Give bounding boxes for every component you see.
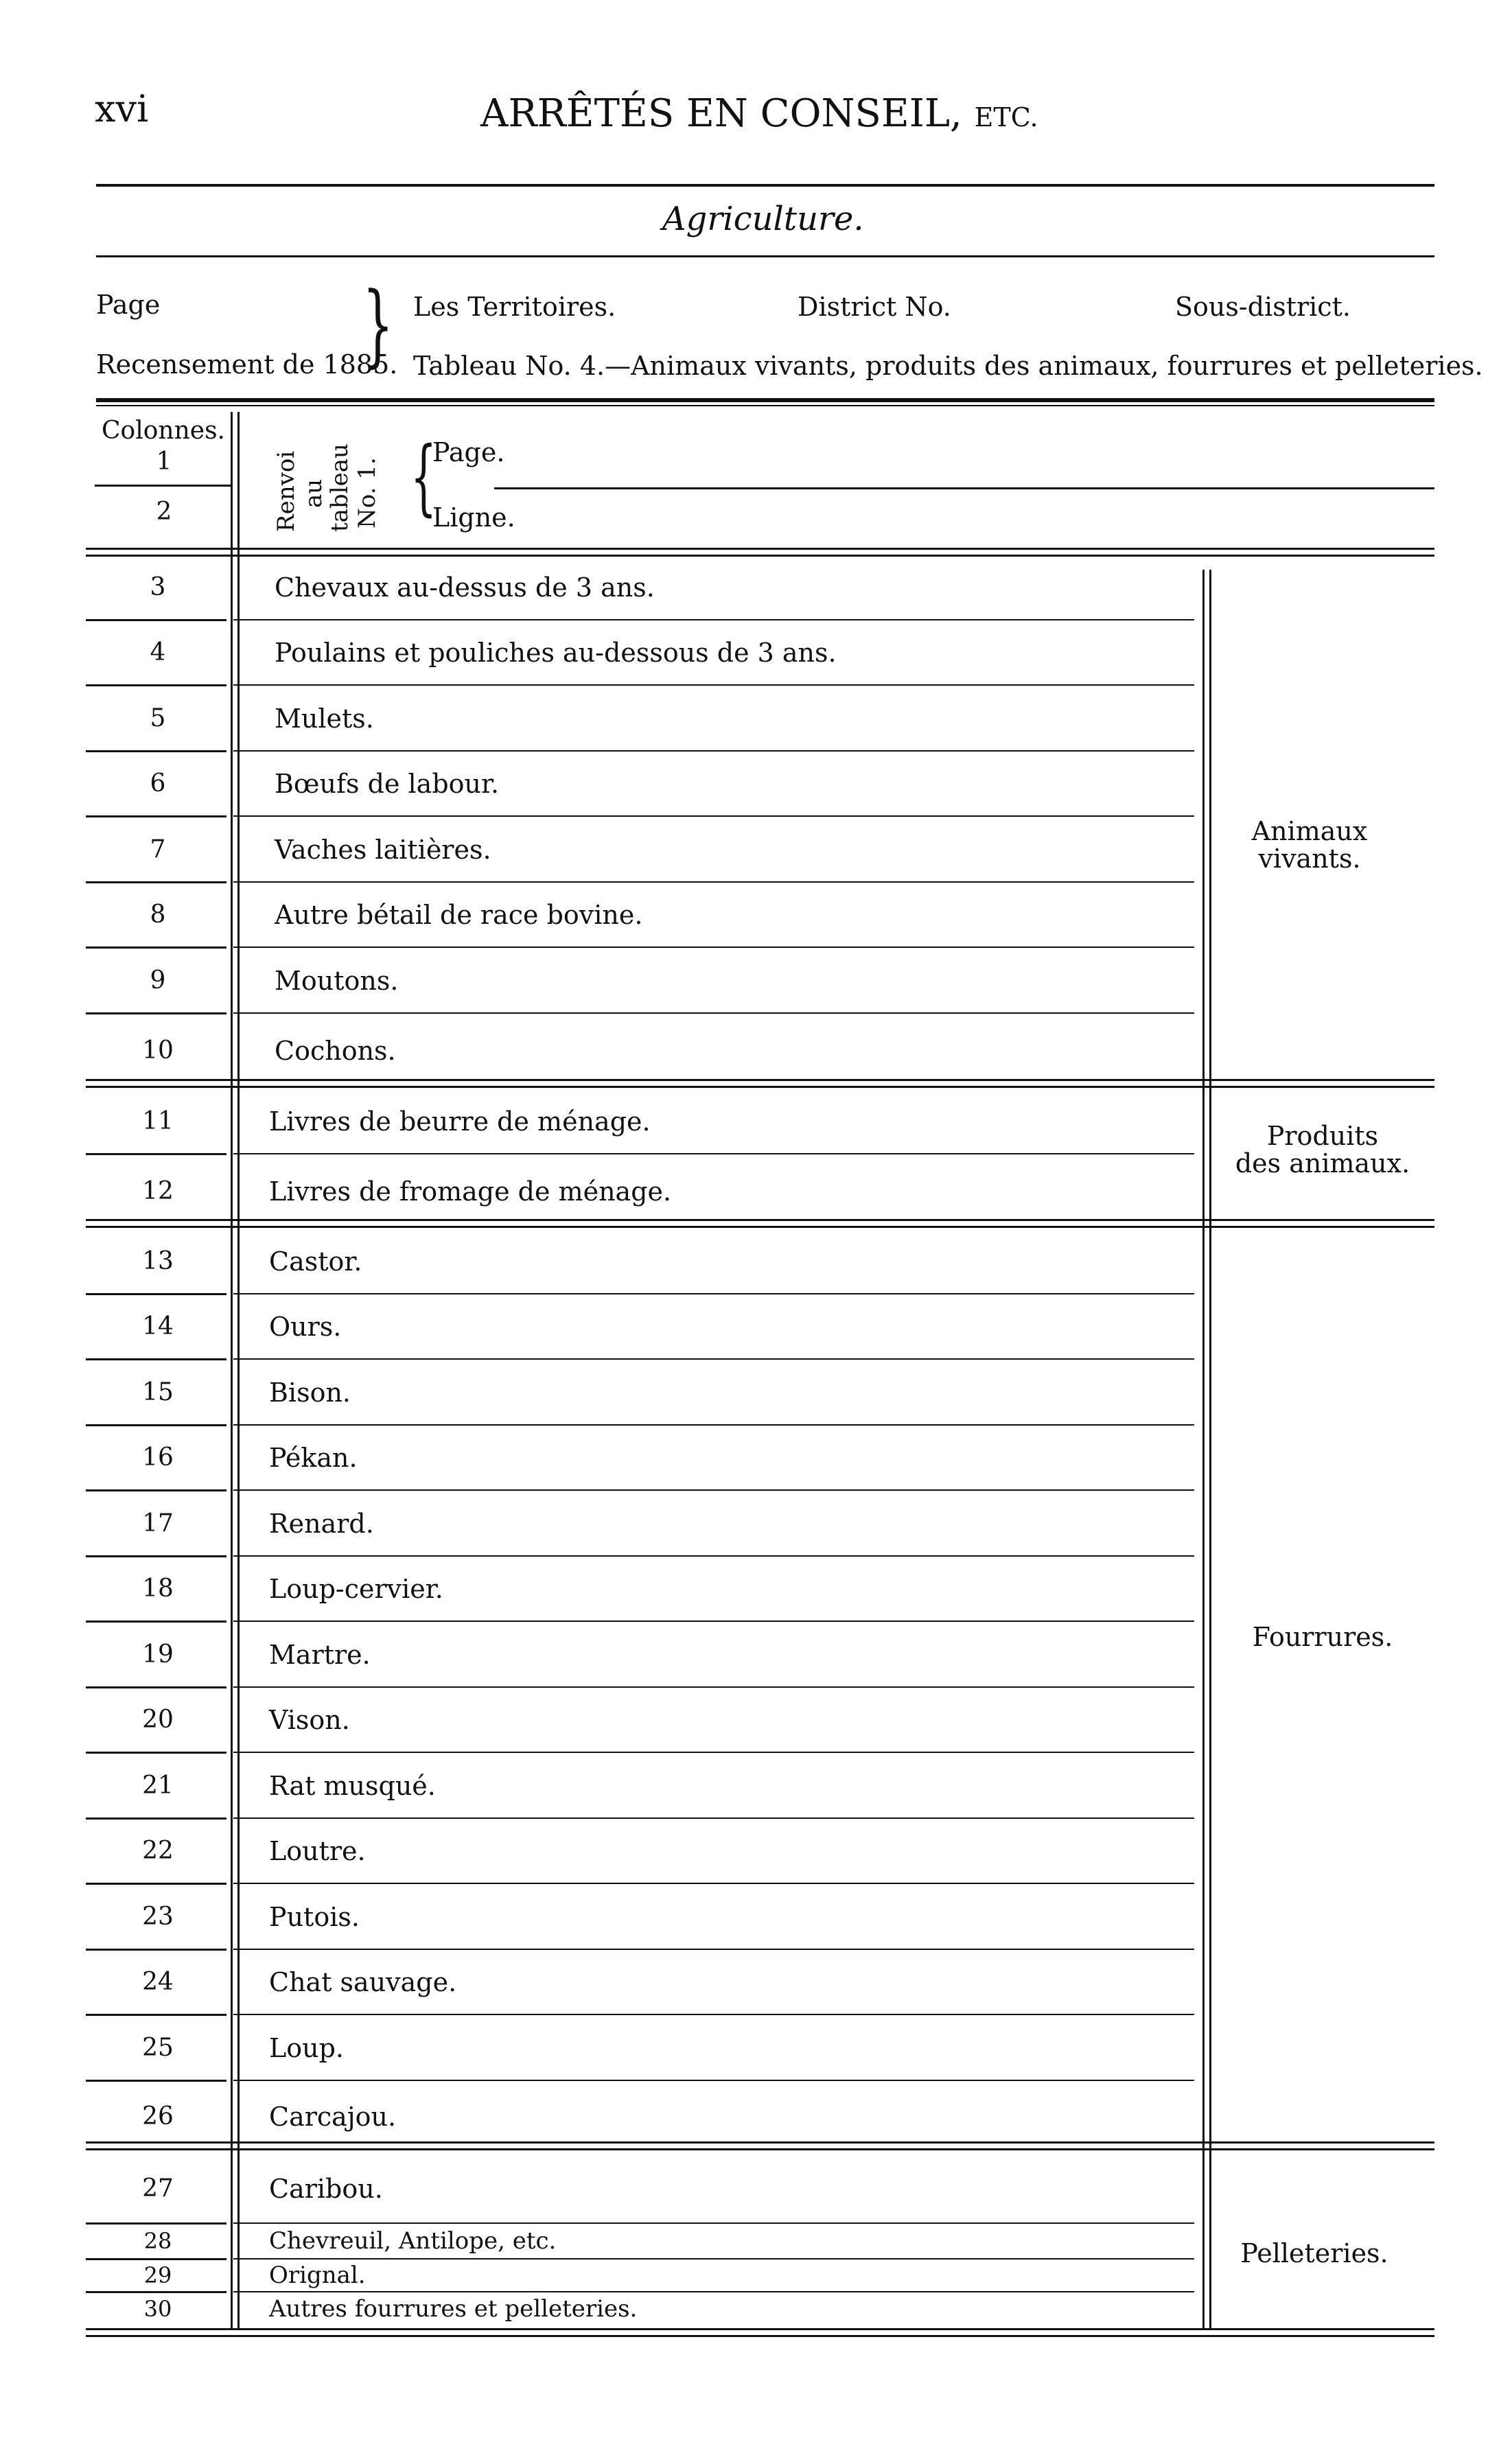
renvoi-line-2: au	[300, 478, 327, 508]
row-number: 22	[142, 1837, 174, 1866]
group-double-rule-left	[1202, 570, 1205, 2330]
group-pelleteries: Pelleteries.	[1240, 2238, 1388, 2268]
row-separator	[233, 684, 1194, 686]
row-number: 4	[150, 638, 166, 667]
row-number: 19	[142, 1640, 174, 1669]
row-number: 30	[143, 2296, 172, 2322]
final-double-rule-bottom	[86, 2335, 1434, 2337]
row-label: Putois.	[269, 1901, 360, 1932]
page-label: Page	[96, 290, 161, 320]
row-number-separator	[86, 2014, 226, 2016]
row-number: 9	[150, 966, 166, 995]
group-double-rule-top	[86, 1219, 1434, 1221]
renvoi-line-1: Renvoi	[272, 450, 300, 532]
running-title-main: ARRÊTÉS EN CONSEIL,	[480, 91, 962, 136]
header-brace-icon: {	[410, 430, 437, 525]
row-number-separator	[86, 2258, 226, 2260]
row-separator	[233, 2222, 1194, 2224]
renvoi-line-4: No. 1.	[353, 457, 381, 528]
col-rule-1-2	[95, 485, 232, 487]
rule-top	[96, 184, 1434, 187]
row-number-separator	[86, 946, 226, 949]
row-label: Mulets.	[275, 703, 374, 734]
col-double-rule-right	[237, 412, 240, 2330]
row-label: Loup.	[269, 2032, 344, 2063]
row-separator	[233, 946, 1194, 948]
row-number: 21	[142, 1771, 174, 1800]
row-label: Chevaux au-dessus de 3 ans.	[275, 572, 655, 603]
row-label: Martre.	[269, 1639, 371, 1670]
renvoi-no	[353, 457, 381, 528]
running-title	[480, 91, 1038, 136]
row-label: Renard.	[269, 1508, 374, 1539]
group-animaux-vivants	[1227, 818, 1392, 873]
renvoi-tableau	[328, 443, 351, 532]
row-number: 27	[142, 2174, 174, 2203]
row-number: 15	[142, 1378, 174, 1406]
col2-number: 2	[156, 498, 172, 526]
col1-number: 1	[156, 448, 172, 476]
row-number-separator	[86, 1293, 226, 1295]
row-number: 26	[142, 2102, 174, 2131]
row-label: Carcajou.	[269, 2102, 397, 2133]
row-number-separator	[86, 881, 226, 883]
row-number: 25	[142, 2033, 174, 2062]
group-double-rule-bottom	[86, 1086, 1434, 1088]
row-label: Autre bétail de race bovine.	[275, 900, 643, 931]
tableau-title: Tableau No. 4.—Animaux vivants, produits des animaux, fourrures et pelleteries.	[413, 351, 1483, 381]
row-label: Pékan.	[269, 1443, 358, 1474]
row-number-separator	[86, 1621, 226, 1623]
row-separator	[233, 1293, 1194, 1294]
row-number: 13	[142, 1246, 174, 1275]
row-label: Chat sauvage.	[269, 1967, 457, 1998]
row-number-separator	[86, 750, 226, 752]
brace-icon: }	[362, 272, 394, 377]
renvoi-au	[302, 479, 325, 508]
row-label: Caribou.	[269, 2173, 383, 2204]
group-double-rule-bottom	[86, 2148, 1434, 2150]
row-label: Livres de fromage de ménage.	[269, 1176, 672, 1207]
row-number-separator	[86, 1424, 226, 1426]
row-number: 5	[150, 704, 166, 732]
row-number: 14	[142, 1312, 174, 1341]
row-number-separator	[86, 1752, 226, 1754]
row-number: 20	[142, 1706, 174, 1734]
header-double-rule-bottom	[86, 555, 1434, 557]
row-number-separator	[86, 1555, 226, 1557]
row-label: Livres de beurre de ménage.	[269, 1106, 651, 1137]
row-number-separator	[86, 1012, 226, 1014]
row-separator	[233, 1686, 1194, 1688]
row-number-separator	[86, 619, 226, 621]
renvoi-label	[272, 450, 300, 532]
page-ref: Page.	[432, 437, 505, 467]
row-label: Rat musqué.	[269, 1770, 436, 1801]
row-number: 3	[150, 572, 166, 601]
colonnes-label: Colonnes.	[102, 417, 225, 445]
row-number-separator	[86, 1153, 226, 1155]
group-animaux-line-1: Animaux	[1251, 816, 1368, 846]
row-label: Vison.	[269, 1705, 350, 1736]
row-separator	[233, 1424, 1194, 1426]
row-number-separator	[86, 1358, 226, 1360]
running-title-suffix: ETC.	[974, 102, 1038, 132]
row-number: 24	[142, 1968, 174, 1997]
row-label: Cochons.	[275, 1036, 396, 1067]
group-double-rule-right	[1209, 570, 1211, 2330]
row-number: 7	[150, 835, 166, 863]
row-number-separator	[86, 1817, 226, 1820]
row-label: Loutre.	[269, 1836, 366, 1867]
sous-district: Sous-district.	[1175, 292, 1351, 322]
ligne-ref: Ligne.	[432, 502, 515, 533]
row-separator	[233, 2080, 1194, 2081]
row-label: Castor.	[269, 1246, 362, 1277]
row-label: Bison.	[269, 1377, 351, 1408]
row-number-separator	[86, 1489, 226, 1491]
rule-heavy	[96, 398, 1434, 402]
row-label: Chevreuil, Antilope, etc.	[269, 2227, 557, 2255]
row-label: Poulains et pouliches au-dessous de 3 ans.	[275, 638, 837, 669]
row-number-separator	[86, 1883, 226, 1885]
row-separator	[233, 1489, 1194, 1491]
row-number: 23	[142, 1902, 174, 1931]
row-separator	[233, 1555, 1194, 1557]
district: District No.	[798, 292, 951, 322]
row-number-separator	[86, 2291, 226, 2293]
row-separator	[233, 1358, 1194, 1360]
row-number: 6	[150, 769, 166, 798]
territoires: Les Territoires.	[413, 292, 616, 322]
row-separator	[233, 815, 1194, 817]
row-number: 10	[142, 1036, 174, 1065]
row-separator	[233, 1949, 1194, 1950]
recensement-label: Recensement de 1885.	[96, 349, 398, 380]
row-number: 11	[142, 1107, 174, 1135]
row-label: Orignal.	[269, 2262, 366, 2289]
row-number-separator	[86, 2080, 226, 2082]
row-separator	[233, 2014, 1194, 2015]
row-number: 28	[143, 2228, 172, 2254]
row-number-separator	[86, 2222, 226, 2225]
row-number-separator	[86, 1686, 226, 1688]
row-number-separator	[86, 1949, 226, 1951]
group-double-rule-top	[86, 1079, 1434, 1081]
row-separator	[233, 1012, 1194, 1014]
row-separator	[233, 1153, 1194, 1154]
group-animaux-line-2: vivants.	[1258, 843, 1361, 874]
section-title: Agriculture.	[662, 200, 864, 238]
row-number: 29	[143, 2262, 172, 2288]
col-double-rule-left	[231, 412, 233, 2330]
row-separator	[233, 619, 1194, 620]
row-number: 12	[142, 1177, 174, 1205]
rule-heavy-2	[96, 405, 1434, 406]
row-number: 17	[142, 1509, 174, 1537]
group-fourrures: Fourrures.	[1252, 1622, 1393, 1652]
row-separator	[233, 1621, 1194, 1622]
row-separator	[233, 750, 1194, 752]
row-label: Vaches laitières.	[275, 834, 491, 865]
row-number: 18	[142, 1575, 174, 1603]
group-produits	[1223, 1123, 1422, 1178]
renvoi-line-3: tableau	[326, 443, 353, 532]
row-separator	[233, 1883, 1194, 1884]
row-label: Loup-cervier.	[269, 1574, 443, 1605]
page-number: xvi	[95, 87, 149, 130]
row-number-separator	[86, 815, 226, 817]
row-label: Autres fourrures et pelleteries.	[269, 2295, 638, 2323]
row-number: 8	[150, 901, 166, 929]
header-double-rule-top	[86, 548, 1434, 550]
group-produits-line-2: des animaux.	[1235, 1148, 1410, 1178]
row-number-separator	[86, 684, 226, 686]
rule-under-title	[96, 255, 1434, 257]
row-separator	[233, 2258, 1194, 2260]
row-separator	[233, 2291, 1194, 2292]
row-label: Moutons.	[275, 965, 399, 996]
row-separator	[233, 1752, 1194, 1753]
group-double-rule-top	[86, 2141, 1434, 2144]
row-separator	[233, 881, 1194, 883]
group-produits-line-1: Produits	[1266, 1121, 1379, 1151]
row-number: 16	[142, 1443, 174, 1472]
group-double-rule-bottom	[86, 1226, 1434, 1228]
row-separator	[233, 1817, 1194, 1819]
row-label: Bœufs de labour.	[275, 769, 500, 800]
final-double-rule-top	[86, 2328, 1434, 2330]
header-mid-rule	[494, 487, 1434, 489]
row-label: Ours.	[269, 1312, 342, 1343]
